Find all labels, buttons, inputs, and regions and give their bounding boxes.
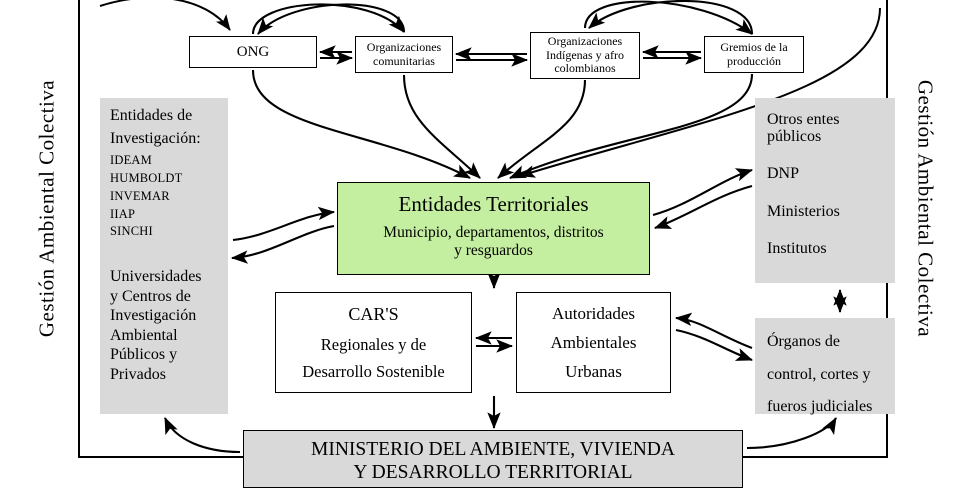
panel-otros-institutos: Institutos <box>767 239 827 257</box>
node-cars[interactable] <box>275 292 472 393</box>
panel-organos-line3: fueros judiciales <box>767 398 873 416</box>
panel-otros-line1a: Otros entes <box>767 111 840 128</box>
panel-investigacion-sub-line4: Ambiental <box>110 326 178 344</box>
panel-investigacion-title-line2: Investigación: <box>110 130 201 148</box>
node-org-ind-line2: Indígenas y afro <box>546 47 624 62</box>
panel-investigacion-sub-line5: Públicos y <box>110 346 178 364</box>
panel-otros-dnp: DNP <box>767 165 800 183</box>
panel-investigacion-item-iiap: IIAP <box>110 206 136 221</box>
node-entidades-territoriales-sub-line1: Municipio, departamentos, distritos <box>383 223 604 241</box>
node-autoridades-line3: Urbanas <box>565 362 622 382</box>
node-ministerio-ambiente[interactable] <box>243 430 743 488</box>
panel-entidades-investigacion[interactable] <box>100 98 228 414</box>
panel-investigacion-item-humboldt: HUMBOLDT <box>110 171 183 186</box>
node-org-com-line1: Organizaciones <box>366 40 442 55</box>
node-ong-label: ONG <box>236 43 270 60</box>
panel-investigacion-sub-line3: Investigación <box>110 307 197 325</box>
side-label-left: Gestión Ambiental Colectiva <box>34 79 59 338</box>
panel-investigacion-item-invemar: INVEMAR <box>110 188 170 203</box>
node-org-ind-line3: colombianos <box>554 61 616 76</box>
node-cars-line2: Regionales y de <box>320 335 427 355</box>
node-autoridades-line2: Ambientales <box>550 332 637 352</box>
panel-investigacion-item-ideam: IDEAM <box>110 153 152 168</box>
panel-otros-entes-publicos[interactable] <box>755 98 895 283</box>
panel-investigacion-sub-line1: Universidades <box>110 268 202 286</box>
node-organizaciones-comunitarias[interactable] <box>355 36 453 73</box>
node-gremios-line2: producción <box>727 53 781 68</box>
panel-organos-line1: Órganos de <box>767 333 841 350</box>
node-org-ind-line1: Organizaciones <box>547 34 623 49</box>
panel-investigacion-title-line1: Entidades de <box>110 107 193 124</box>
node-gremios-produccion[interactable] <box>704 36 804 73</box>
node-gremios-line1: Gremios de la <box>720 40 788 55</box>
panel-investigacion-sub-line2: y Centros de <box>110 287 191 305</box>
node-cars-line3: Desarrollo Sostenible <box>302 361 445 381</box>
panel-otros-ministerios: Ministerios <box>767 202 840 220</box>
node-cars-title: CAR'S <box>348 303 399 324</box>
panel-otros-line1b: públicos <box>767 128 822 146</box>
node-entidades-territoriales-sub-line2: y resguardos <box>454 242 533 260</box>
node-organizaciones-indigenas[interactable] <box>530 32 640 79</box>
node-entidades-territoriales[interactable] <box>337 182 650 275</box>
node-entidades-territoriales-title: Entidades Territoriales <box>398 192 589 216</box>
node-ministerio-line1: MINISTERIO DEL AMBIENTE, VIVIENDA <box>311 439 675 460</box>
node-ong[interactable] <box>189 36 317 68</box>
side-label-right: Gestión Ambiental Colectiva <box>913 79 938 338</box>
panel-organos-control[interactable] <box>755 318 895 414</box>
node-ministerio-line2: Y DESARROLLO TERRITORIAL <box>353 462 633 483</box>
panel-investigacion-item-sinchi: SINCHI <box>110 224 153 239</box>
panel-investigacion-sub-line6: Privados <box>110 365 166 383</box>
node-org-com-line2: comunitarias <box>373 53 435 68</box>
panel-organos-line2: control, cortes y <box>767 365 871 383</box>
node-autoridades-ambientales-urbanas[interactable] <box>516 292 671 393</box>
node-autoridades-line1: Autoridades <box>551 303 636 323</box>
